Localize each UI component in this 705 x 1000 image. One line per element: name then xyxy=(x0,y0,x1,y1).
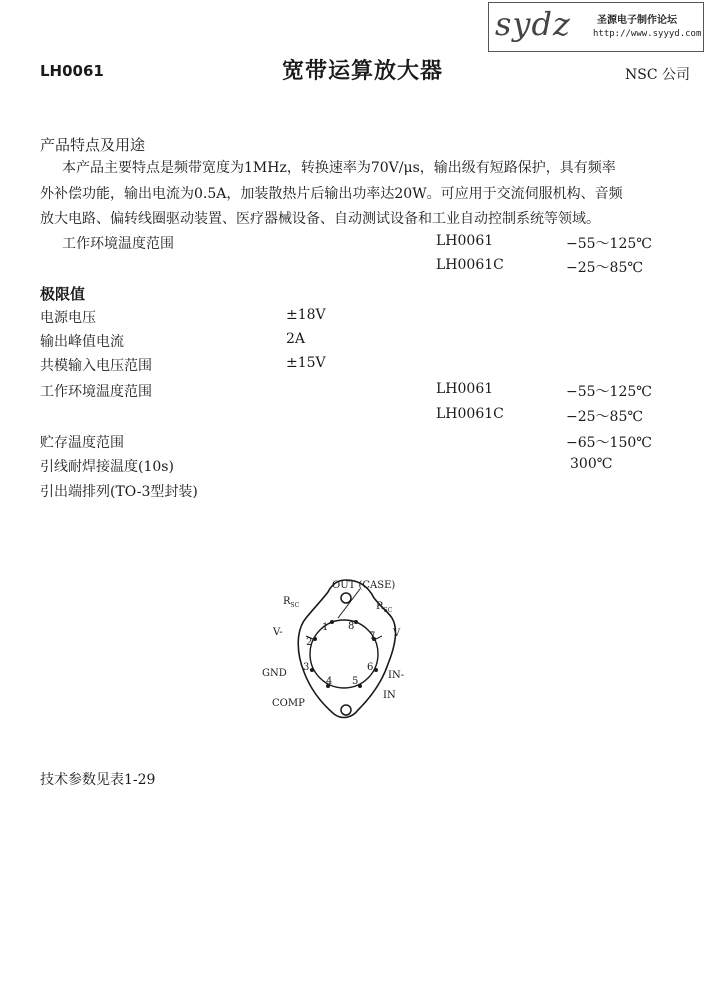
features-temp-range-1: −55～125℃ xyxy=(566,236,652,252)
pin-number-5: 5 xyxy=(352,676,359,687)
pin-label-v-neg: V- xyxy=(273,627,283,638)
features-line-2: 外补偿功能，输出电流为0.5A，加装散热片后输出功率达20W。可应用于交流伺服机构、音频 xyxy=(40,186,623,202)
pin-label-in-pos: IN xyxy=(383,690,396,701)
features-temp-label: 工作环境温度范围 xyxy=(62,236,174,252)
part-number: LH0061 xyxy=(40,62,104,80)
features-temp-range-2: −25～85℃ xyxy=(566,260,644,276)
features-line-3: 放大电路、偏转线圈驱动装置、医疗器械设备、自动测试设备和工业自动控制系统等领域。 xyxy=(40,211,600,227)
limit-label-peak-current: 输出峰值电流 xyxy=(40,334,124,350)
pin-label-rsc-right-sub: SC xyxy=(383,607,393,614)
limit-label-supply: 电源电压 xyxy=(40,310,96,326)
pin-number-7: 7 xyxy=(369,631,376,642)
watermark-site-name: 圣源电子制作论坛 xyxy=(597,15,677,26)
pin-label-rsc-left xyxy=(283,596,299,609)
pin-label-out-case: OUT (CASE) xyxy=(332,580,396,591)
pin-label-rsc-left-r: R xyxy=(283,596,291,607)
features-temp-model-1: LH0061 xyxy=(436,233,494,249)
pin-label-rsc-left-sub: SC xyxy=(290,602,300,609)
limit-value-peak-current: 2A xyxy=(286,331,306,347)
pin-number-1: 1 xyxy=(322,622,329,633)
pinout-label: 引出端排列(TO-3型封装) xyxy=(40,484,198,500)
pin-label-in-neg: IN- xyxy=(388,670,405,681)
pin-label-comp: COMP xyxy=(272,698,305,709)
limits-temp-range-1: −55～125℃ xyxy=(566,384,652,400)
features-heading: 产品特点及用途 xyxy=(40,136,146,154)
watermark-brand: sydz xyxy=(495,5,571,43)
manufacturer: NSC 公司 xyxy=(625,67,691,83)
pin-label-rsc-right-r: R xyxy=(376,601,384,612)
limit-value-common-mode: ±15V xyxy=(286,355,326,371)
pin-label-v-pos: V xyxy=(393,628,401,639)
document-title: 宽带运算放大器 xyxy=(282,58,444,84)
pin-number-2: 2 xyxy=(306,637,313,648)
limits-temp-model-1: LH0061 xyxy=(436,381,494,397)
limits-heading: 极限值 xyxy=(40,285,86,303)
solder-temp-value: 300℃ xyxy=(570,456,613,472)
pin-number-8: 8 xyxy=(348,621,355,632)
pin-label-gnd: GND xyxy=(262,668,287,679)
features-line-1: 本产品主要特点是频带宽度为1MHz，转换速率为70V/μs，输出级有短路保护，具有频率 xyxy=(62,160,616,176)
pin-number-3: 3 xyxy=(303,662,310,673)
storage-temp-label: 贮存温度范围 xyxy=(40,435,124,451)
pin-number-4: 4 xyxy=(326,676,333,687)
limit-value-supply: ±18V xyxy=(286,307,326,323)
storage-temp-value: −65～150℃ xyxy=(566,435,652,451)
limit-label-common-mode: 共模输入电压范围 xyxy=(40,358,152,374)
solder-temp-label: 引线耐焊接温度(10s) xyxy=(40,459,174,475)
limits-temp-range-2: −25～85℃ xyxy=(566,409,644,425)
pin-number-6: 6 xyxy=(367,662,374,673)
features-temp-model-2: LH0061C xyxy=(436,257,504,273)
pin-label-rsc-right xyxy=(376,601,392,614)
limits-temp-model-2: LH0061C xyxy=(436,406,504,422)
limits-temp-label: 工作环境温度范围 xyxy=(40,384,152,400)
watermark-logo xyxy=(488,2,704,52)
reference-note: 技术参数见表1-29 xyxy=(40,772,156,788)
watermark-url: http://www.syyyd.com xyxy=(593,29,702,39)
